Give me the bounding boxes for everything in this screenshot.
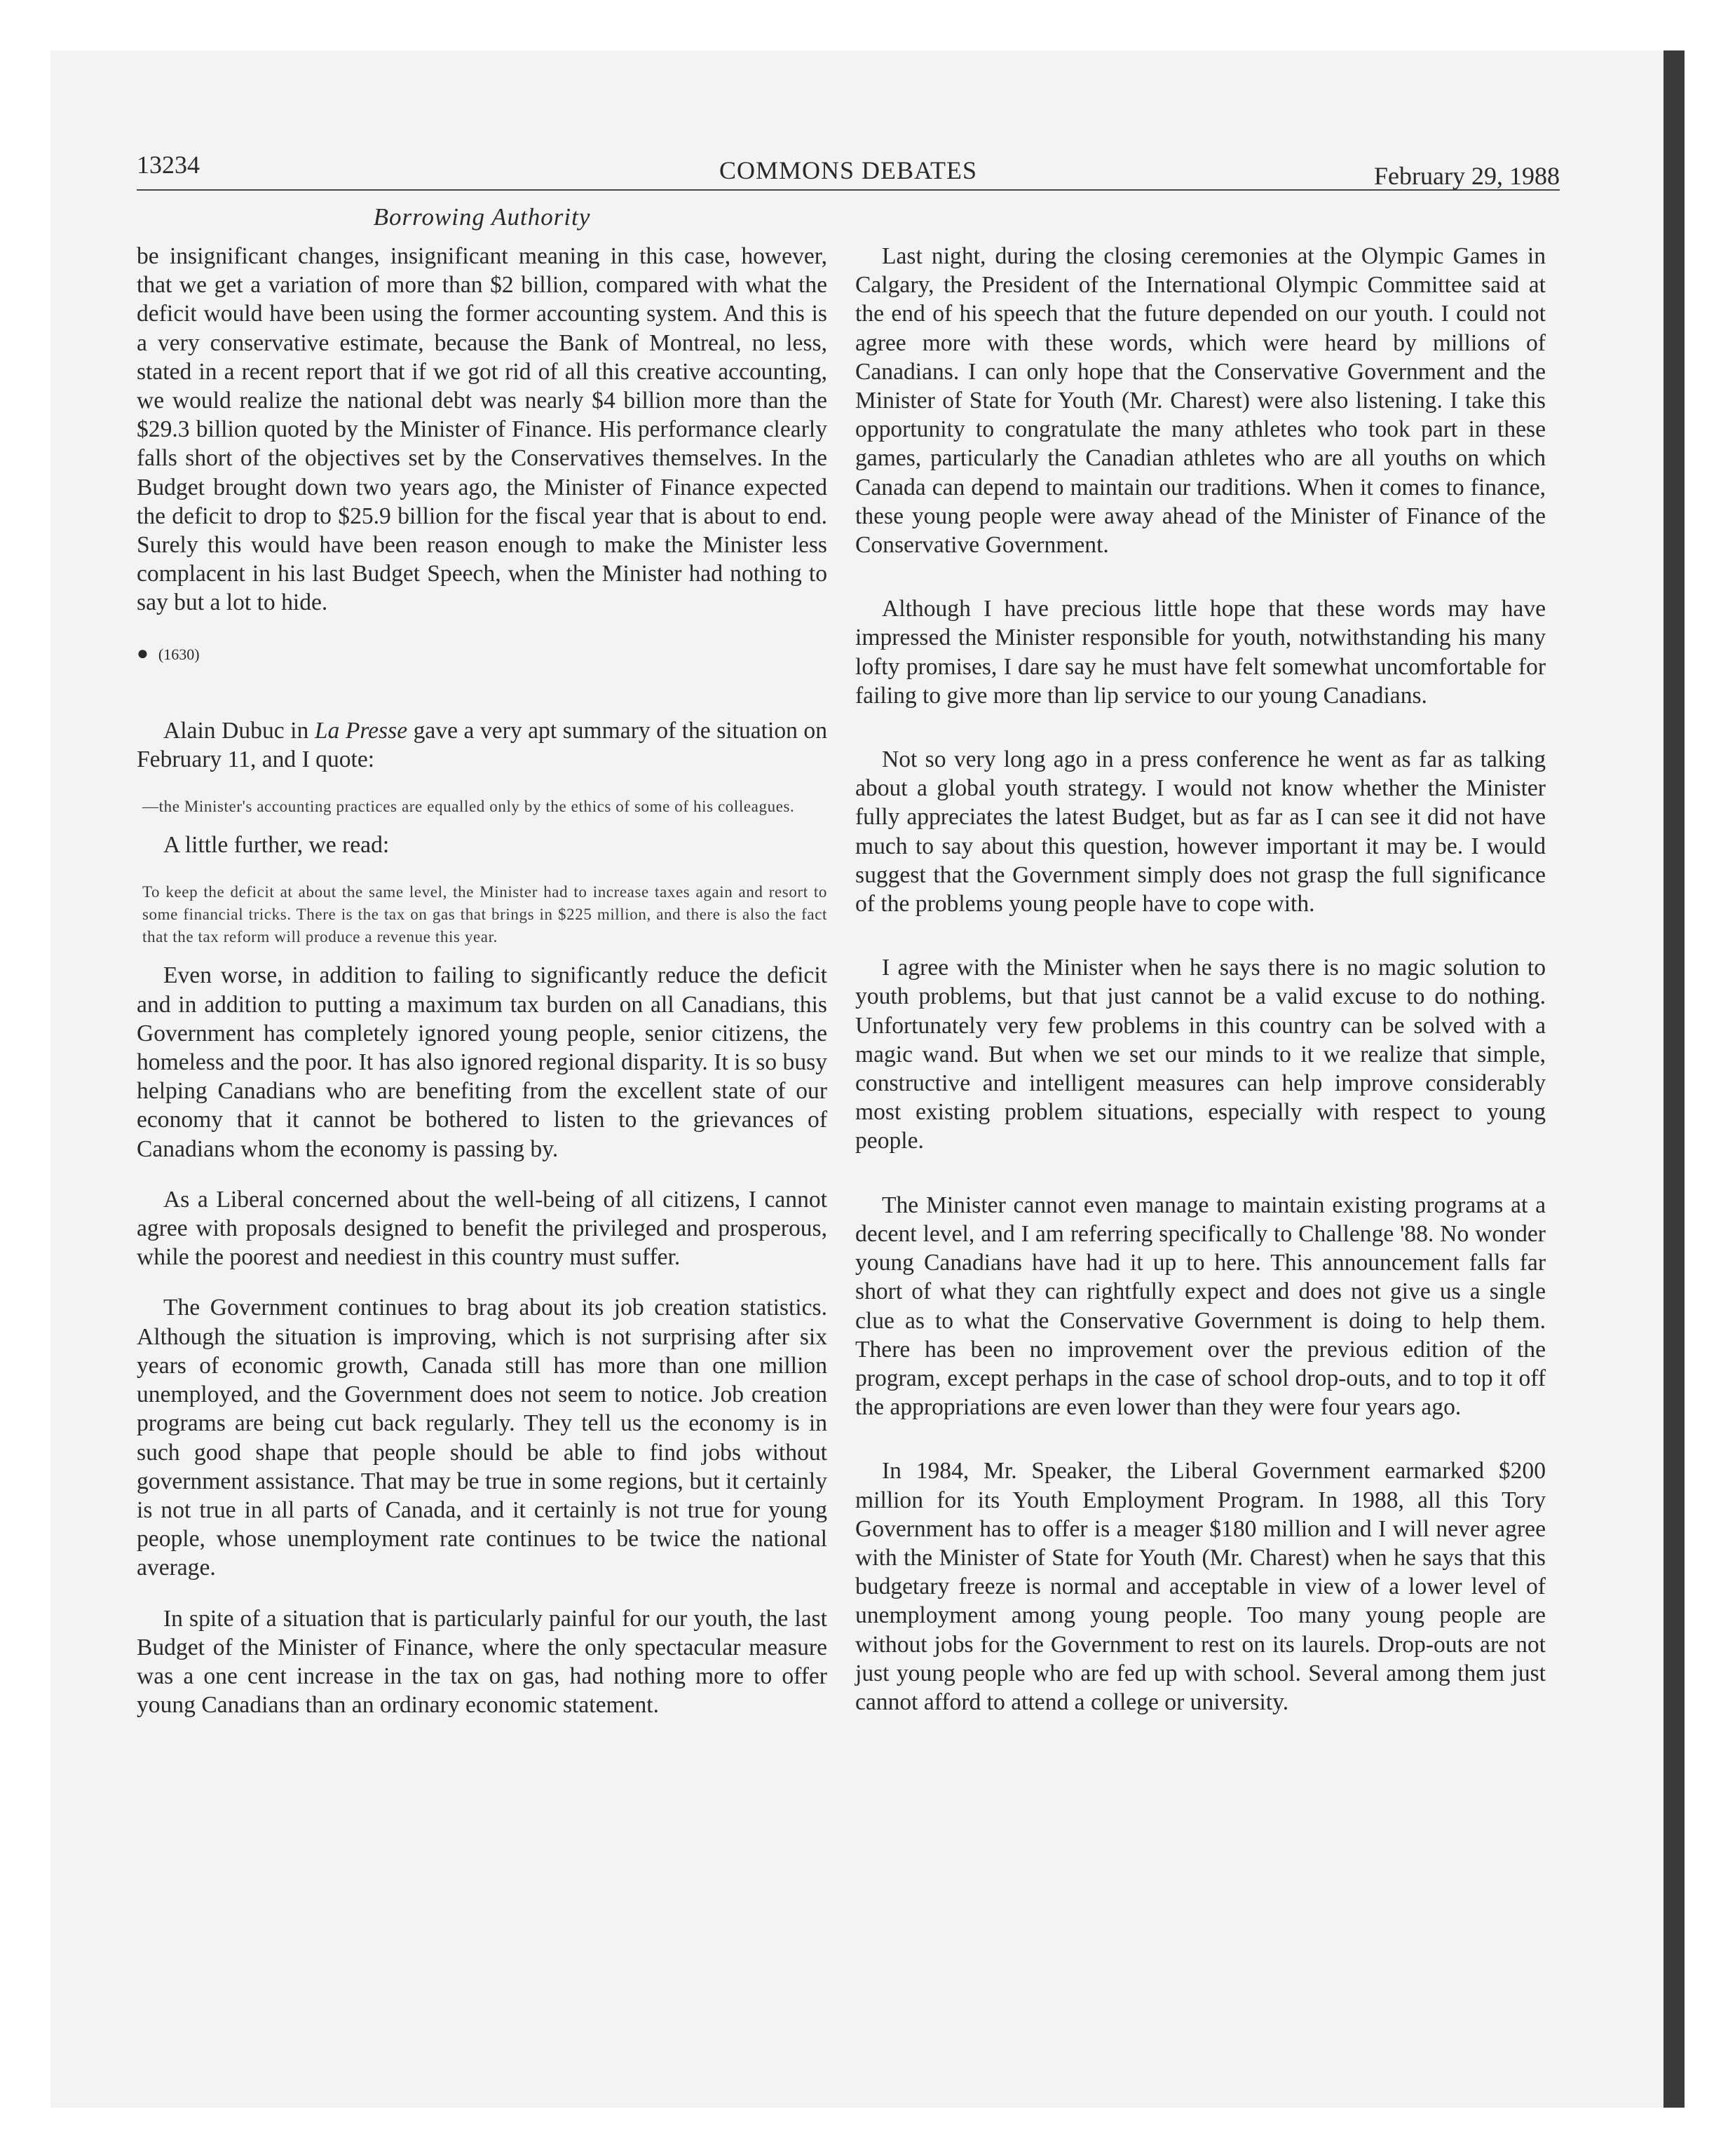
paragraph: Last night, during the closing ceremonies at the Olympic Games in Calgary, the President of the International Olympic Committee said at the end of his speech that the future depended on our youth. I could not agree more with these words, which were heard by millions of Canadians. I can only hope that the Conservative Government and the Minister of State for Youth (Mr. Charest) were also listening. I take this opportunity to congratulate the many athletes who took part in these games, particularly the Canadian athletes who are all youths on which Canada can depend to maintain our traditions. When it comes to finance, these young people were away ahead of the Minister of Finance of the Conservative Government.: [855, 243, 1546, 559]
bullet-icon: ●: [137, 642, 149, 664]
page-date: February 29, 1988: [1374, 162, 1560, 190]
paragraph: Even worse, in addition to failing to significantly reduce the deficit and in addition to putting a maximum tax burden on all Canadians, this Government has completely ignored young people, senior citizens, the homeless and the poor. It has also ignored regional disparity. It is so busy helping Canadians who are benefiting from the excellent state of our economy that it cannot be bothered to listen to the grievances of Canadians whom the economy is passing by.: [137, 962, 827, 1162]
page-number: 13234: [137, 151, 200, 179]
publication-title: COMMONS DEBATES: [719, 156, 978, 184]
paragraph: The Minister cannot even manage to maintain existing programs at a decent level, and I am referring specifically to Challenge '88. No wonder young Canadians have had it up to here. This announcement falls far short of what they can rightfully expect and does not give us a single clue as to what the Conservative Government is doing to help them. There has been no improvement over the previous edition of the program, except perhaps in the case of school drop-outs, and to top it off the appropriations are even lower than they were four years ago.: [855, 1192, 1546, 1421]
left-column: [137, 242, 827, 1741]
time-marker-text: (1630): [158, 645, 200, 663]
paragraph: In 1984, Mr. Speaker, the Liberal Government earmarked $200 million for its Youth Employment Program. In 1988, all this Tory Government has to offer is a meager $180 million and I will never agree with the Minister of State for Youth (Mr. Charest) when he says that this budgetary freeze is normal and acceptable in view of a lower level of unemployment among young people. Too many young people are without jobs for the Government to rest on its laurels. Drop-outs are not just young people who are fed up with school. Several among them just cannot afford to attend a college or university.: [855, 1458, 1546, 1715]
section-subtitle: Borrowing Authority: [373, 203, 591, 231]
paragraph: Although I have precious little hope that these words may have impressed the Minister responsible for youth, notwithstanding his many lofty promises, I dare say he must have felt somewhat uncomfortable for failing to give more than lip service to our young Canadians.: [855, 596, 1546, 709]
paragraph: Alain Dubuc in La Presse gave a very apt summary of the situation on February 11, and I quote:: [137, 717, 828, 773]
paragraph: The Government continues to brag about its job creation statistics. Although the situation is improving, which is not surprising after six years of economic growth, Canada still has more than one million unemployed, and the Government does not seem to notice. Job creation programs are being cut back regularly. They tell us the economy is in such good shape that people should be able to find jobs without government assistance. That may be true in some regions, but it certainly is not true in all parts of Canada, and it certainly is not true for young people, whose unemployment rate continues to be twice the national average.: [137, 1295, 827, 1581]
paragraph: In spite of a situation that is particularly painful for our youth, the last Budget of the Minister of Finance, where the only spectacular measure was a one cent increase in the tax on gas, had nothing more to offer young Canadians than an ordinary economic statement.: [137, 1605, 827, 1719]
paragraph: be insignificant changes, insignificant meaning in this case, however, that we get a variation of more than $2 billion, compared with what the deficit would have been using the former accounting system. And this is a very conservative estimate, because the Bank of Montreal, no less, stated in a recent report that if we got rid of all this creative accounting, we would realize the national debt was nearly $4 billion more than the $29.3 billion quoted by the Minister of Finance. His performance clearly falls short of the objectives set by the Conservatives themselves. In the Budget brought down two years ago, the Minister of Finance expected the deficit to drop to $25.9 billion for the fiscal year that is about to end. Surely this would have been reason enough to make the Minister less complacent in his last Budget Speech, when the Minister had nothing to say but a lot to hide.: [137, 243, 827, 616]
page-header: [137, 147, 1560, 191]
paragraph: I agree with the Minister when he says there is no magic solution to youth problems, but that just cannot be a valid excuse to do nothing. Unfortunately very few problems in this country can be solved with a magic wand. But when we set our minds to it we realize that simple, constructive and intelligent measures can help improve considerably most existing problem situations, especially with respect to young people.: [855, 955, 1546, 1154]
block-quote: To keep the deficit at about the same level, the Minister had to increase taxes again and resort to some financial tricks. There is the tax on gas that brings in $225 million, and there is also the fact that the tax reform will produce a revenue this year.: [142, 883, 827, 946]
block-quote: —the Minister's accounting practices are equalled only by the ethics of some of his colleagues.: [142, 798, 795, 816]
time-marker: [137, 639, 827, 669]
paragraph: Not so very long ago in a press conference he went as far as talking about a global youth strategy. I would not know whether the Minister fully appreciates the latest Budget, but as far as I can see it did not have much to say about this question, however important it may be. I would suggest that the Government simply does not grasp the full significance of the problems young people have to cope with.: [855, 746, 1546, 917]
paragraph: A little further, we read:: [163, 832, 390, 859]
paragraph: As a Liberal concerned about the well-being of all citizens, I cannot agree with proposals designed to benefit the privileged and prosperous, while the poorest and neediest in this country must suffer.: [137, 1186, 827, 1271]
right-column: [855, 242, 1546, 1752]
binding-edge: [1663, 50, 1685, 2108]
source-name: La Presse: [314, 717, 408, 744]
